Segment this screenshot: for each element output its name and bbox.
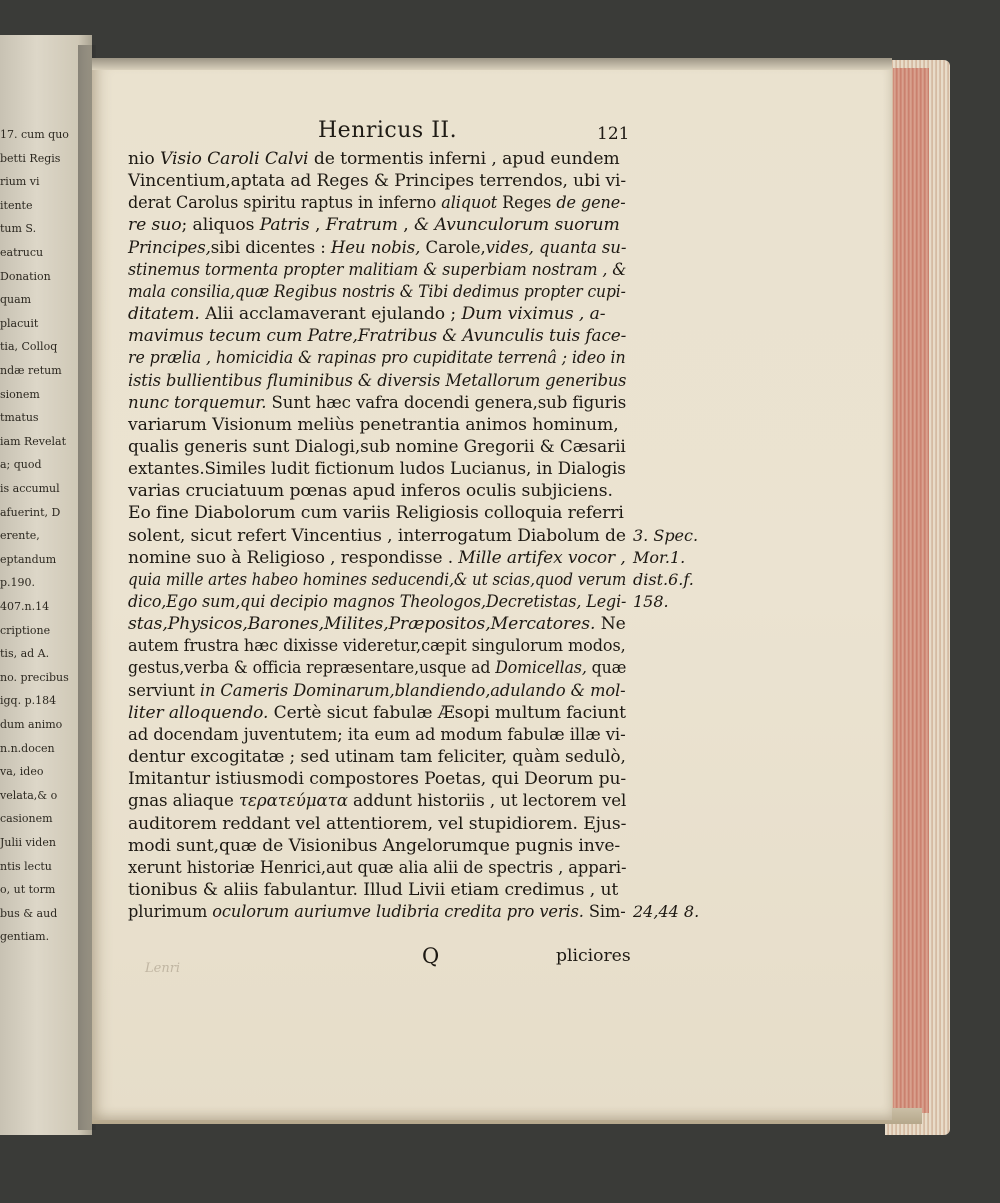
text-line — [128, 347, 626, 369]
italic-segment: stas,Physicos,Barones,Milites,Præpositos,Mercatores. — [128, 614, 596, 635]
text-line — [128, 813, 626, 835]
margin-note: dist.6.f. — [633, 569, 694, 589]
margin-note: 24,44 8. — [633, 902, 700, 922]
left-page-fragment: igq. p.184 — [0, 694, 57, 708]
text-line — [128, 569, 626, 591]
text-line — [128, 281, 626, 303]
text-segment: Eo fine Diabolorum cum variis Religiosis colloquia referri — [128, 503, 624, 524]
italic-segment: Mille artifex vocor , — [458, 547, 626, 568]
text-line — [128, 657, 626, 679]
text-line — [128, 480, 613, 502]
left-page-fragment: va, ideo — [0, 765, 44, 779]
text-line — [128, 325, 626, 347]
text-line — [128, 259, 626, 281]
text-line — [128, 214, 620, 236]
text-segment: ; aliquos — [181, 215, 260, 236]
text-segment: Alii acclamaverant ejulando ; — [199, 304, 462, 325]
italic-segment: Patris — [259, 215, 310, 236]
text-segment: tionibus & aliis fabulantur. Illud Livii etiam credimus , ut — [128, 879, 619, 900]
bleed-through-text: Lenri — [145, 961, 181, 976]
text-segment: Imitantur istiusmodi compostores Poetas, qui Deorum pu- — [128, 769, 627, 790]
text-segment: modi sunt,quæ de Visionibus Angelorumque pugnis inve- — [128, 835, 621, 856]
text-segment: Sunt hæc vafra docendi genera,sub figuris — [266, 392, 627, 413]
text-line — [128, 613, 626, 635]
left-page-fragment: rium vi — [0, 175, 40, 189]
text-segment: gestus,verba & officia repræsentare,usque ad — [128, 658, 496, 679]
italic-segment: Heu nobis, — [330, 237, 421, 258]
text-line — [128, 525, 626, 547]
text-line — [128, 835, 620, 857]
italic-segment: re prælia , homicidia & rapinas pro cupiditate terrenâ ; ideo in — [128, 348, 626, 369]
left-page-fragment: iam Revelat — [0, 434, 67, 448]
text-segment: Certè sicut fabulæ Æsopi multum faciunt — [268, 702, 626, 723]
text-segment: , — [309, 215, 326, 236]
italic-segment: in Cameris Dominarum,blandiendo,adulando & mol- — [199, 680, 626, 701]
text-segment: gnas aliaque — [128, 791, 239, 812]
text-segment: addunt historiis , ut lectorem vel — [347, 791, 627, 812]
text-line — [128, 635, 626, 657]
left-page-fragment: n.n.docen — [0, 741, 55, 755]
italic-segment: Principes, — [128, 237, 211, 258]
text-segment: Carole, — [420, 237, 486, 258]
italic-segment: nunc torquemur. — [128, 392, 267, 413]
left-page-fragment: criptione — [0, 623, 51, 637]
text-segment: derat Carolus spiritu raptus in inferno — [128, 193, 442, 214]
italic-segment: oculorum auriumve ludibria credita pro veris. — [212, 902, 584, 923]
italic-segment: mala consilia,quæ Regibus nostris & Tibi dedimus propter cupi- — [128, 281, 626, 302]
left-page-fragment: placuit — [0, 316, 39, 330]
italic-segment: mavimus tecum cum Patre,Fratribus & Avunculis tuis face- — [128, 326, 627, 347]
left-page-fragment: bus & aud — [0, 906, 58, 920]
left-page-fragment: ndæ retum — [0, 364, 62, 377]
left-page-fragment: ntis lectu — [0, 859, 52, 873]
italic-segment: de gene- — [556, 193, 626, 214]
text-line — [128, 502, 624, 524]
text-line — [128, 148, 620, 170]
text-segment: Reges — [497, 193, 557, 214]
text-segment: nio — [128, 149, 160, 169]
left-page-fragment: dum animo — [0, 718, 63, 731]
left-page-fragment: velata,& o — [0, 788, 58, 802]
left-page-fragment: itente — [0, 198, 33, 212]
text-segment: Vincentium,aptata ad Reges & Principes terrendos, ubi vi- — [128, 171, 626, 192]
left-page-fragment: tia, Colloq — [0, 340, 58, 354]
signature-mark: Q — [422, 944, 440, 968]
text-segment: xerunt historiæ Henrici,aut quæ alia alii de spectris , appari- — [128, 857, 627, 878]
text-line — [128, 746, 626, 768]
text-line — [128, 879, 618, 901]
italic-segment: stinemus tormenta propter malitiam & superbiam nostram , & — [128, 259, 627, 280]
text-segment: extantes.Similes ludit fictionum ludos Lucianus, in Dialogis — [128, 459, 626, 480]
left-page-fragment: afuerint, D — [0, 505, 61, 519]
left-page-fragment: no. precibus — [0, 670, 69, 684]
left-page-fragment: sionem — [0, 387, 40, 401]
left-page-fragment: 407.n.14 — [0, 600, 50, 613]
text-line — [128, 768, 626, 790]
text-line — [128, 414, 619, 436]
text-line — [128, 237, 626, 259]
left-page-fragment: 17. cum quo — [0, 128, 69, 141]
text-line — [128, 436, 626, 458]
text-line — [128, 724, 626, 746]
text-line — [128, 303, 606, 325]
left-page-fragment: casionem — [0, 812, 53, 826]
text-segment: sibi dicentes : — [210, 237, 331, 258]
italic-segment: liter alloquendo. — [128, 702, 269, 723]
italic-segment: istis bullientibus fluminibus & diversis Metallorum generibus — [128, 370, 627, 391]
margin-note: 3. Spec. — [633, 525, 699, 545]
text-line — [128, 547, 626, 569]
text-line — [128, 370, 626, 392]
italic-segment: re suo — [128, 215, 182, 236]
text-segment: Sim- — [583, 902, 626, 923]
left-page-fragment: gentiam. — [0, 930, 50, 944]
italic-segment: ditatem. — [128, 304, 200, 325]
text-line — [128, 857, 626, 879]
left-page-fragment: eptandum — [0, 552, 57, 566]
text-segment: plurimum — [128, 902, 213, 923]
text-line — [128, 192, 626, 214]
left-page-fragment: is accumul — [0, 482, 60, 495]
margin-note: Mor.1. — [633, 547, 686, 567]
left-page-fragment: Julii viden — [0, 836, 56, 849]
page-number: 121 — [597, 124, 630, 144]
text-segment: auditorem reddant vel attentiorem, vel stupidiorem. Ejus- — [128, 813, 627, 834]
left-page-fragment: o, ut torm — [0, 883, 56, 897]
left-page-fragment: eatrucu — [0, 246, 44, 259]
text-segment: varias cruciatuum pœnas apud inferos oculis subjiciens. — [128, 481, 613, 502]
text-segment: ad docendam juventutem; ita eum ad modum fabulæ illæ vi- — [128, 724, 626, 745]
text-segment: serviunt — [128, 680, 200, 701]
text-line — [128, 591, 626, 613]
text-segment: dentur excogitatæ ; sed utinam tam feliciter, quàm sedulò, — [128, 747, 626, 768]
italic-segment: quia mille artes habeo homines seducendi,& ut scias,quod verum — [128, 569, 627, 590]
text-segment: variarum Visionum meliùs penetrantia animos hominum, — [128, 414, 619, 435]
text-segment: autem frustra hæc dixisse videretur,cæpit singulorum modos, — [128, 636, 626, 657]
text-line — [128, 458, 626, 480]
italic-segment: Dum viximus , a- — [461, 304, 606, 325]
text-segment: qualis generis sunt Dialogi,sub nomine Gregorii & Cæsarii — [128, 436, 626, 457]
italic-segment: dico,Ego sum,qui decipio magnos Theologos,Decretistas, Legi- — [128, 592, 627, 612]
left-page-fragment: Donation — [0, 269, 51, 283]
left-page-fragment: tum S. — [0, 222, 37, 236]
text-segment: Ne — [595, 614, 626, 635]
text-segment: , — [397, 215, 414, 236]
running-head-title: Henricus II. — [318, 118, 458, 143]
italic-segment: Fratrum — [325, 215, 398, 236]
text-line — [128, 790, 626, 812]
left-page-fragment: a; quod — [0, 458, 42, 472]
catchword: pliciores — [556, 946, 631, 966]
text-line — [128, 702, 626, 724]
italic-segment: τερατεύματα — [238, 791, 348, 812]
text-segment: solent, sicut refert Vincentius , interrogatum Diabolum de — [128, 525, 626, 546]
text-line — [128, 170, 626, 192]
text-segment: de tormentis inferni , apud eundem — [308, 149, 620, 169]
text-segment: quæ — [586, 658, 627, 679]
text-line — [128, 392, 626, 414]
left-page-fragment: betti Regis — [0, 151, 61, 165]
italic-segment: & Avunculorum suorum — [413, 215, 620, 236]
left-page-fragment: p.190. — [0, 576, 36, 590]
left-page-fragment: tis, ad A. — [0, 647, 50, 661]
italic-segment: aliquot — [441, 193, 498, 214]
left-page-fragment: erente, — [0, 529, 40, 543]
italic-segment: Domicellas, — [495, 658, 587, 679]
text-line — [128, 680, 626, 702]
italic-segment: vides, quanta su- — [485, 237, 627, 258]
page-top-edge — [92, 58, 892, 70]
left-page-fragment: tmatus — [0, 411, 39, 425]
text-segment: nomine suo à Religioso , respondisse . — [128, 547, 459, 568]
left-page-fragment: quam — [0, 293, 32, 307]
red-edge-stain — [893, 68, 929, 1113]
text-line — [128, 901, 626, 923]
margin-note: 158. — [633, 592, 669, 611]
italic-segment: Visio Caroli Calvi — [159, 149, 309, 169]
